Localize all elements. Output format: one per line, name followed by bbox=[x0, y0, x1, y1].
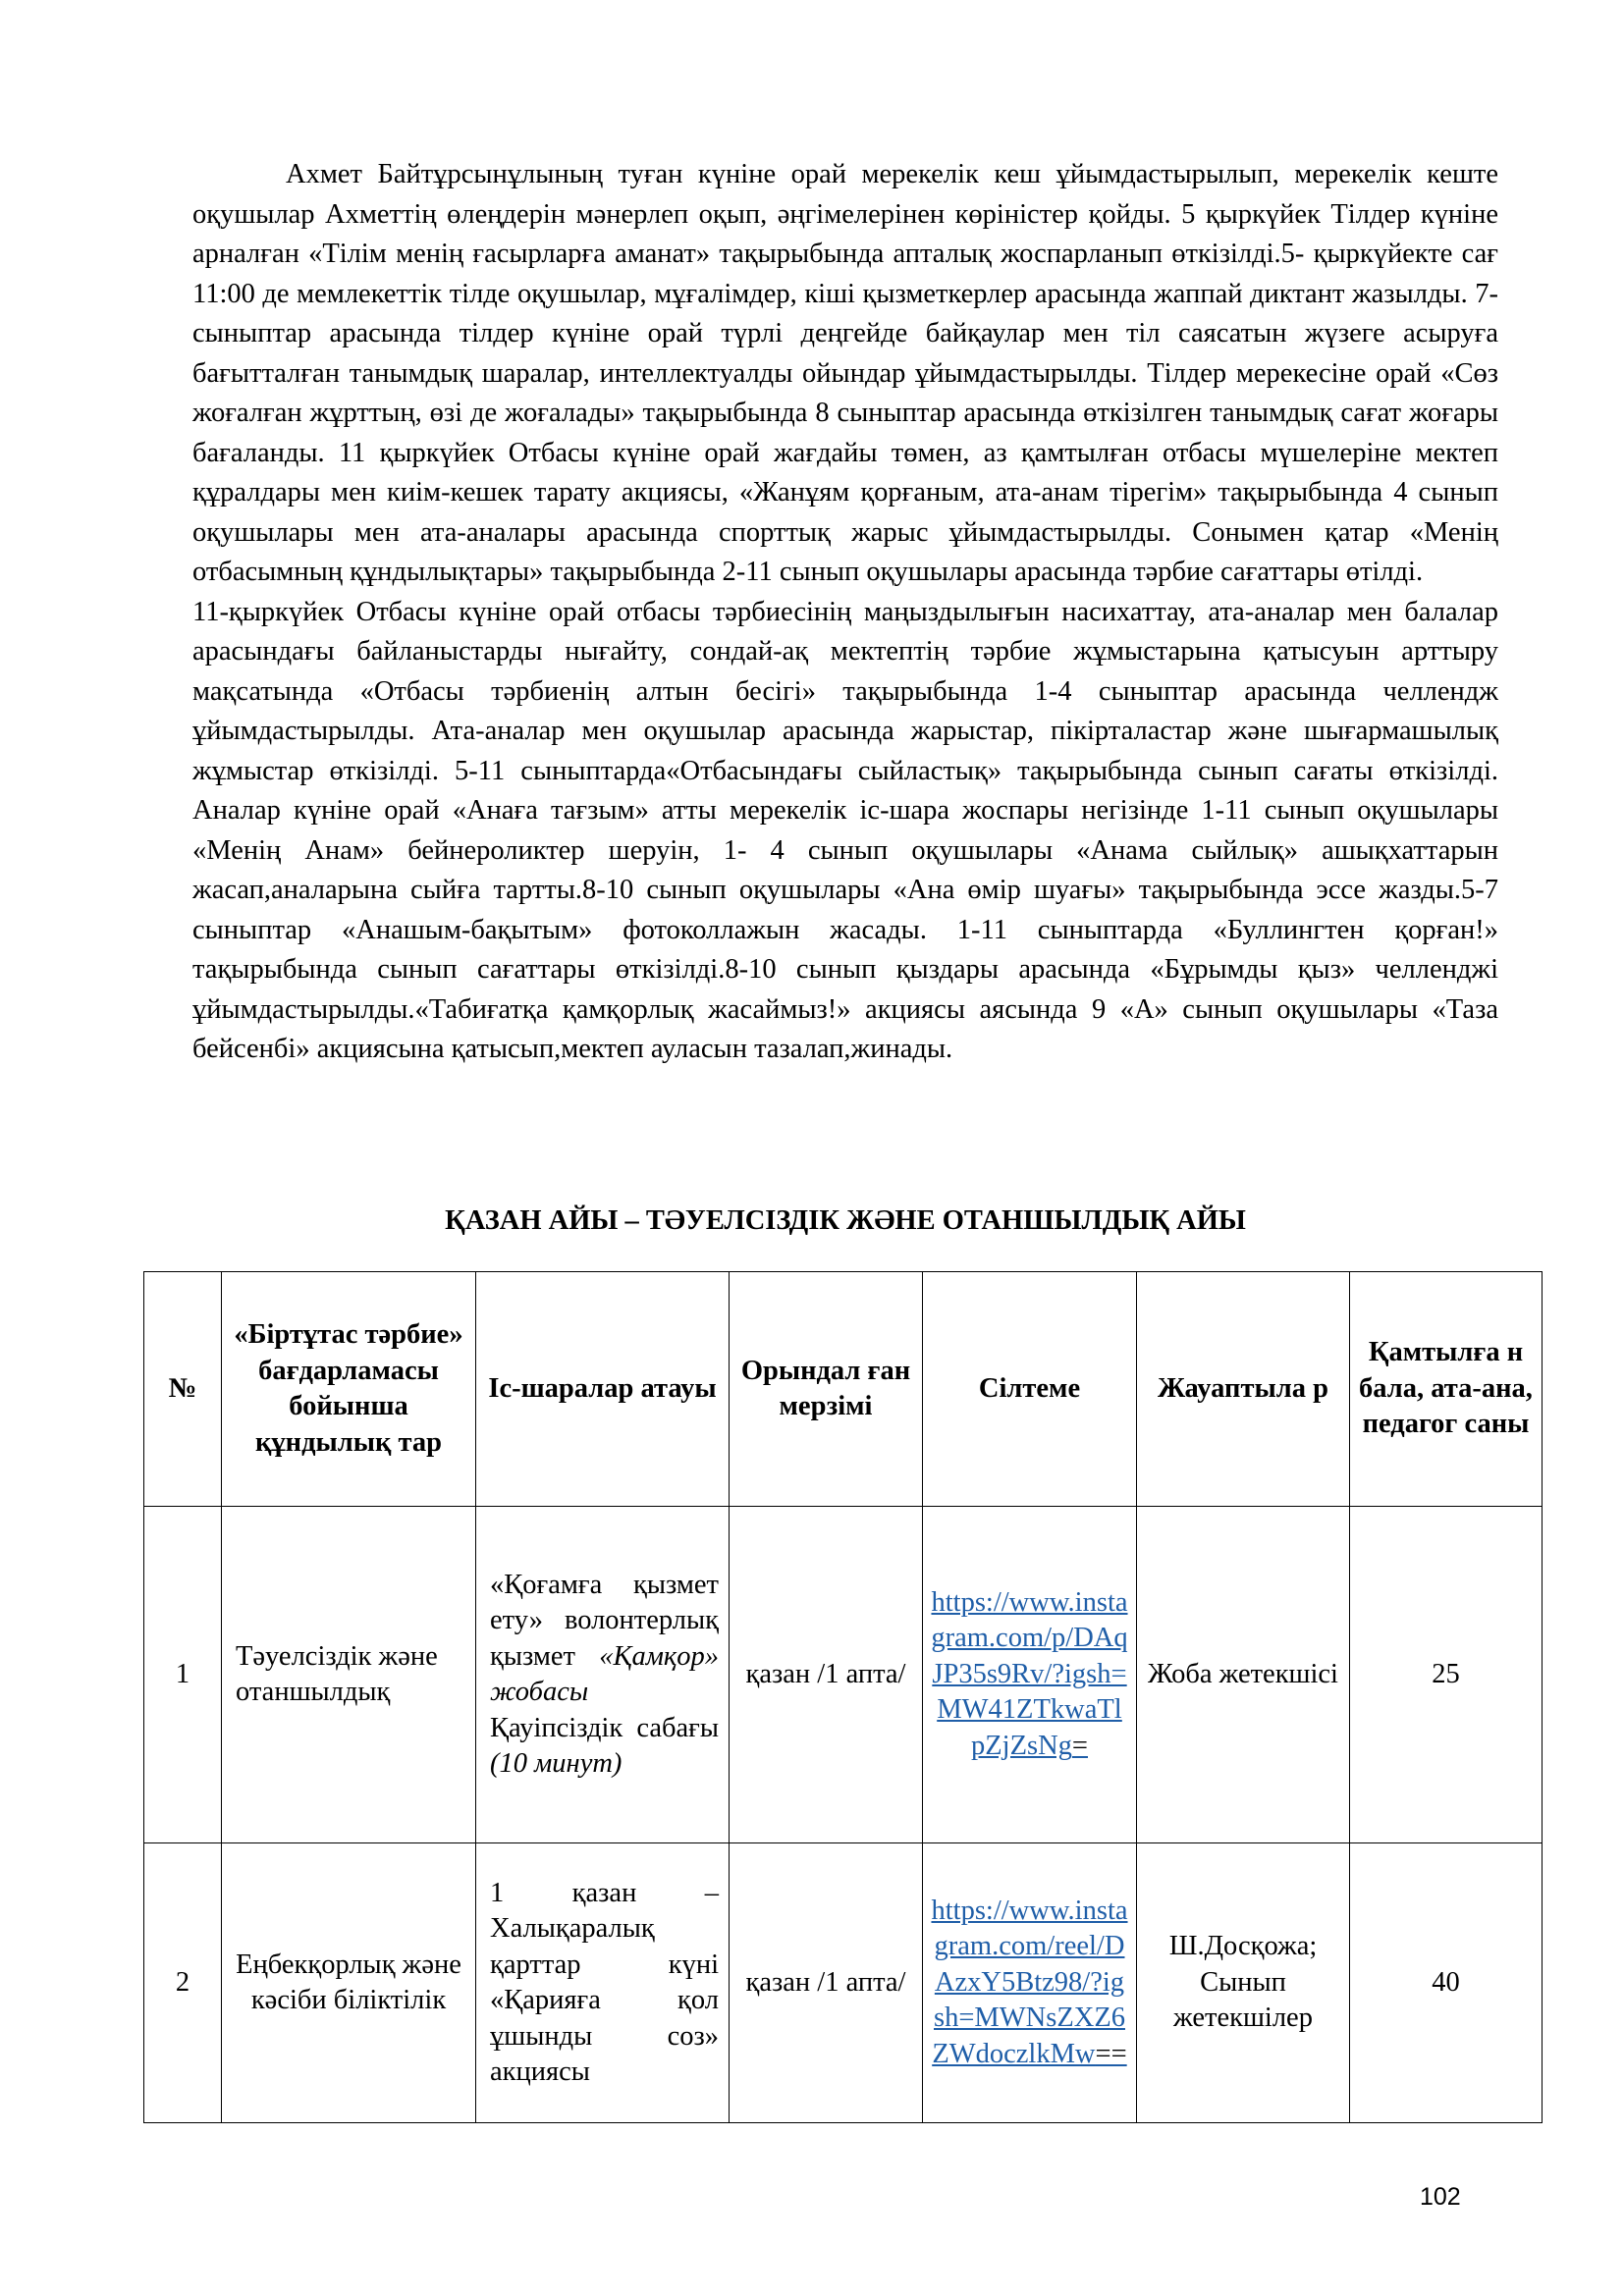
row-num: 1 bbox=[144, 1507, 222, 1843]
row-value: Еңбекқорлық және кәсіби біліктілік bbox=[222, 1843, 476, 2123]
table-header-row bbox=[144, 1272, 1543, 1507]
row-responsible: Ш.Досқожа; Сынып жетекшілер bbox=[1137, 1843, 1350, 2123]
section-title: ҚАЗАН АЙЫ – ТӘУЕЛСІЗДІК ЖӘНЕ ОТАНШЫЛДЫҚ АЙЫ bbox=[445, 1205, 1246, 1236]
paragraph-2: 11-қыркүйек Отбасы күніне орай отбасы тәрбиесінің маңыздылығын насихаттау, ата-аналар мен балалар арасындағы байланыстарды нығайту, сондай-ақ мектептің тәрбие жұмыстарына қатысуын арттыру мақсатында «Отбасы тәрбиенің алтын бесігі» тақырыбында 1-4 сыныптар арасында челлендж ұйымдастырылды. Ата-аналар мен оқушылар арасында жарыстар, пікірталастар және шығармашылық жұмыстар өткізілді. 5-11 сыныптарда«Отбасындағы сыйластық» тақырыбында сынып сағаты өткізілді. Аналар күніне орай «Анаға тағзым» атты мерекелік іс-шара жоспары негізінде 1-11 сынып оқушылары «Менің Анам» бейнероликтер шеруін, 1- 4 сынып оқушылары «Анама сыйлық» ашықхаттарын жасап,аналарына сыйға тартты.8-10 сынып оқушылары «Ана өмір шуағы» тақырыбында эссе жазды.5-7 сыныптар «Анашым-бақытым» фотоколлажын жасады. 1-11 сыныптарда «Буллингтен қорған!» тақырыбында сынып сағаттары өткізілді.8-10 сынып қыздары арасында «Бұрымды қыз» челленджі ұйымдастырылды.«Табиғатқа қамқорлық жасаймыз!» акциясы аясында 9 «А» сынып оқушылары «Таза бейсенбі» акциясына қатысып,мектеп ауласын тазалап,жинады. bbox=[192, 596, 1498, 1064]
table-row bbox=[144, 1507, 1543, 1843]
row-link-cell bbox=[923, 1507, 1137, 1843]
header-count: Қамтылға н бала, ата-ана, педагог саны bbox=[1350, 1272, 1543, 1507]
header-link: Сілтеме bbox=[923, 1272, 1137, 1507]
link-tail: == bbox=[1095, 2038, 1127, 2069]
page-number: 102 bbox=[1420, 2183, 1461, 2211]
row-link-cell bbox=[923, 1843, 1137, 2123]
row-event bbox=[476, 1507, 730, 1843]
event-project: «Қамқор» жобасы bbox=[490, 1640, 719, 1707]
row-date: қазан /1 апта/ bbox=[730, 1507, 923, 1843]
header-num: № bbox=[144, 1272, 222, 1507]
link-tail: = bbox=[1071, 1730, 1088, 1761]
body-text bbox=[192, 155, 1498, 1070]
row-num: 2 bbox=[144, 1843, 222, 2123]
paragraph-1: Ахмет Байтұрсынұлының туған күніне орай мерекелік кеш ұйымдастырылып, мерекелік кеште оқушылар Ахметтің өлеңдерін мәнерлеп оқып, әңгімелерінен көріністер қойды. 5 қыркүйек Тілдер күніне арналған «Тілім менің ғасырларға аманат» тақырыбында апталық жоспарланып өткізілді.5- қыркүйекте сағ 11:00 де мемлекеттік тілде оқушылар, мұғалімдер, кіші қызметкерлер арасында жаппай диктант жазылды. 7-сыныптар арасында тілдер күніне орай түрлі деңгейде байқаулар мен тіл саясатын жүзеге асыруға бағытталған танымдық шаралар, интеллектуалды ойындар ұйымдастырылды. Тілдер мерекесіне орай «Сөз жоғалған жұрттың, өзі де жоғалады» тақырыбында 8 сыныптар арасында өткізілген танымдық сағат жоғары бағаланды. 11 қыркүйек Отбасы күніне орай жағдайы төмен, аз қамтылған отбасы мүшелеріне мектеп құралдары мен киім-кешек тарату акциясы, «Жанұям қорғаным, ата-анам тірегім» тақырыбында 4 сынып оқушылары мен ата-аналары арасында спорттық жарыс ұйымдастырылды. Сонымен қатар «Менің отбасымның құндылықтары» тақырыбында 2-11 сынып оқушылары арасында тәрбие сағаттары өтілді. bbox=[192, 159, 1498, 587]
header-event: Іс-шаралар атауы bbox=[476, 1272, 730, 1507]
table-row bbox=[144, 1843, 1543, 2123]
row-count: 40 bbox=[1350, 1843, 1543, 2123]
instagram-link[interactable]: https://www.instagram.com/p/DAqJP35s9Rv/?igsh=MW41ZTkwaTlpZjZsNg bbox=[931, 1586, 1128, 1761]
row-value: Тәуелсіздік және отаншылдық bbox=[222, 1507, 476, 1843]
instagram-link[interactable]: https://www.instagram.com/reel/DAzxY5Btz98/?igsh=MWNsZXZ6ZWdoczlkMw bbox=[931, 1895, 1128, 2069]
header-responsible: Жауаптыла р bbox=[1137, 1272, 1350, 1507]
row-responsible: Жоба жетекшісі bbox=[1137, 1507, 1350, 1843]
row-count: 25 bbox=[1350, 1507, 1543, 1843]
event-text: «Қоғамға қызмет ету» волонтерлық қызмет bbox=[490, 1569, 719, 1672]
row-date: қазан /1 апта/ bbox=[730, 1843, 923, 2123]
event-duration: (10 минут) bbox=[490, 1748, 623, 1779]
event-lesson: Қауіпсіздік сабағы bbox=[490, 1712, 719, 1743]
row-event: 1 қазан – Халықаралық қарттар күні «Қарияға қол ұшынды соз» акциясы bbox=[476, 1843, 730, 2123]
header-value: «Біртұтас тәрбие» бағдарламасы бойынша құндылық тар bbox=[222, 1272, 476, 1507]
events-table bbox=[143, 1271, 1543, 2123]
header-date: Орындал ған мерзімі bbox=[730, 1272, 923, 1507]
